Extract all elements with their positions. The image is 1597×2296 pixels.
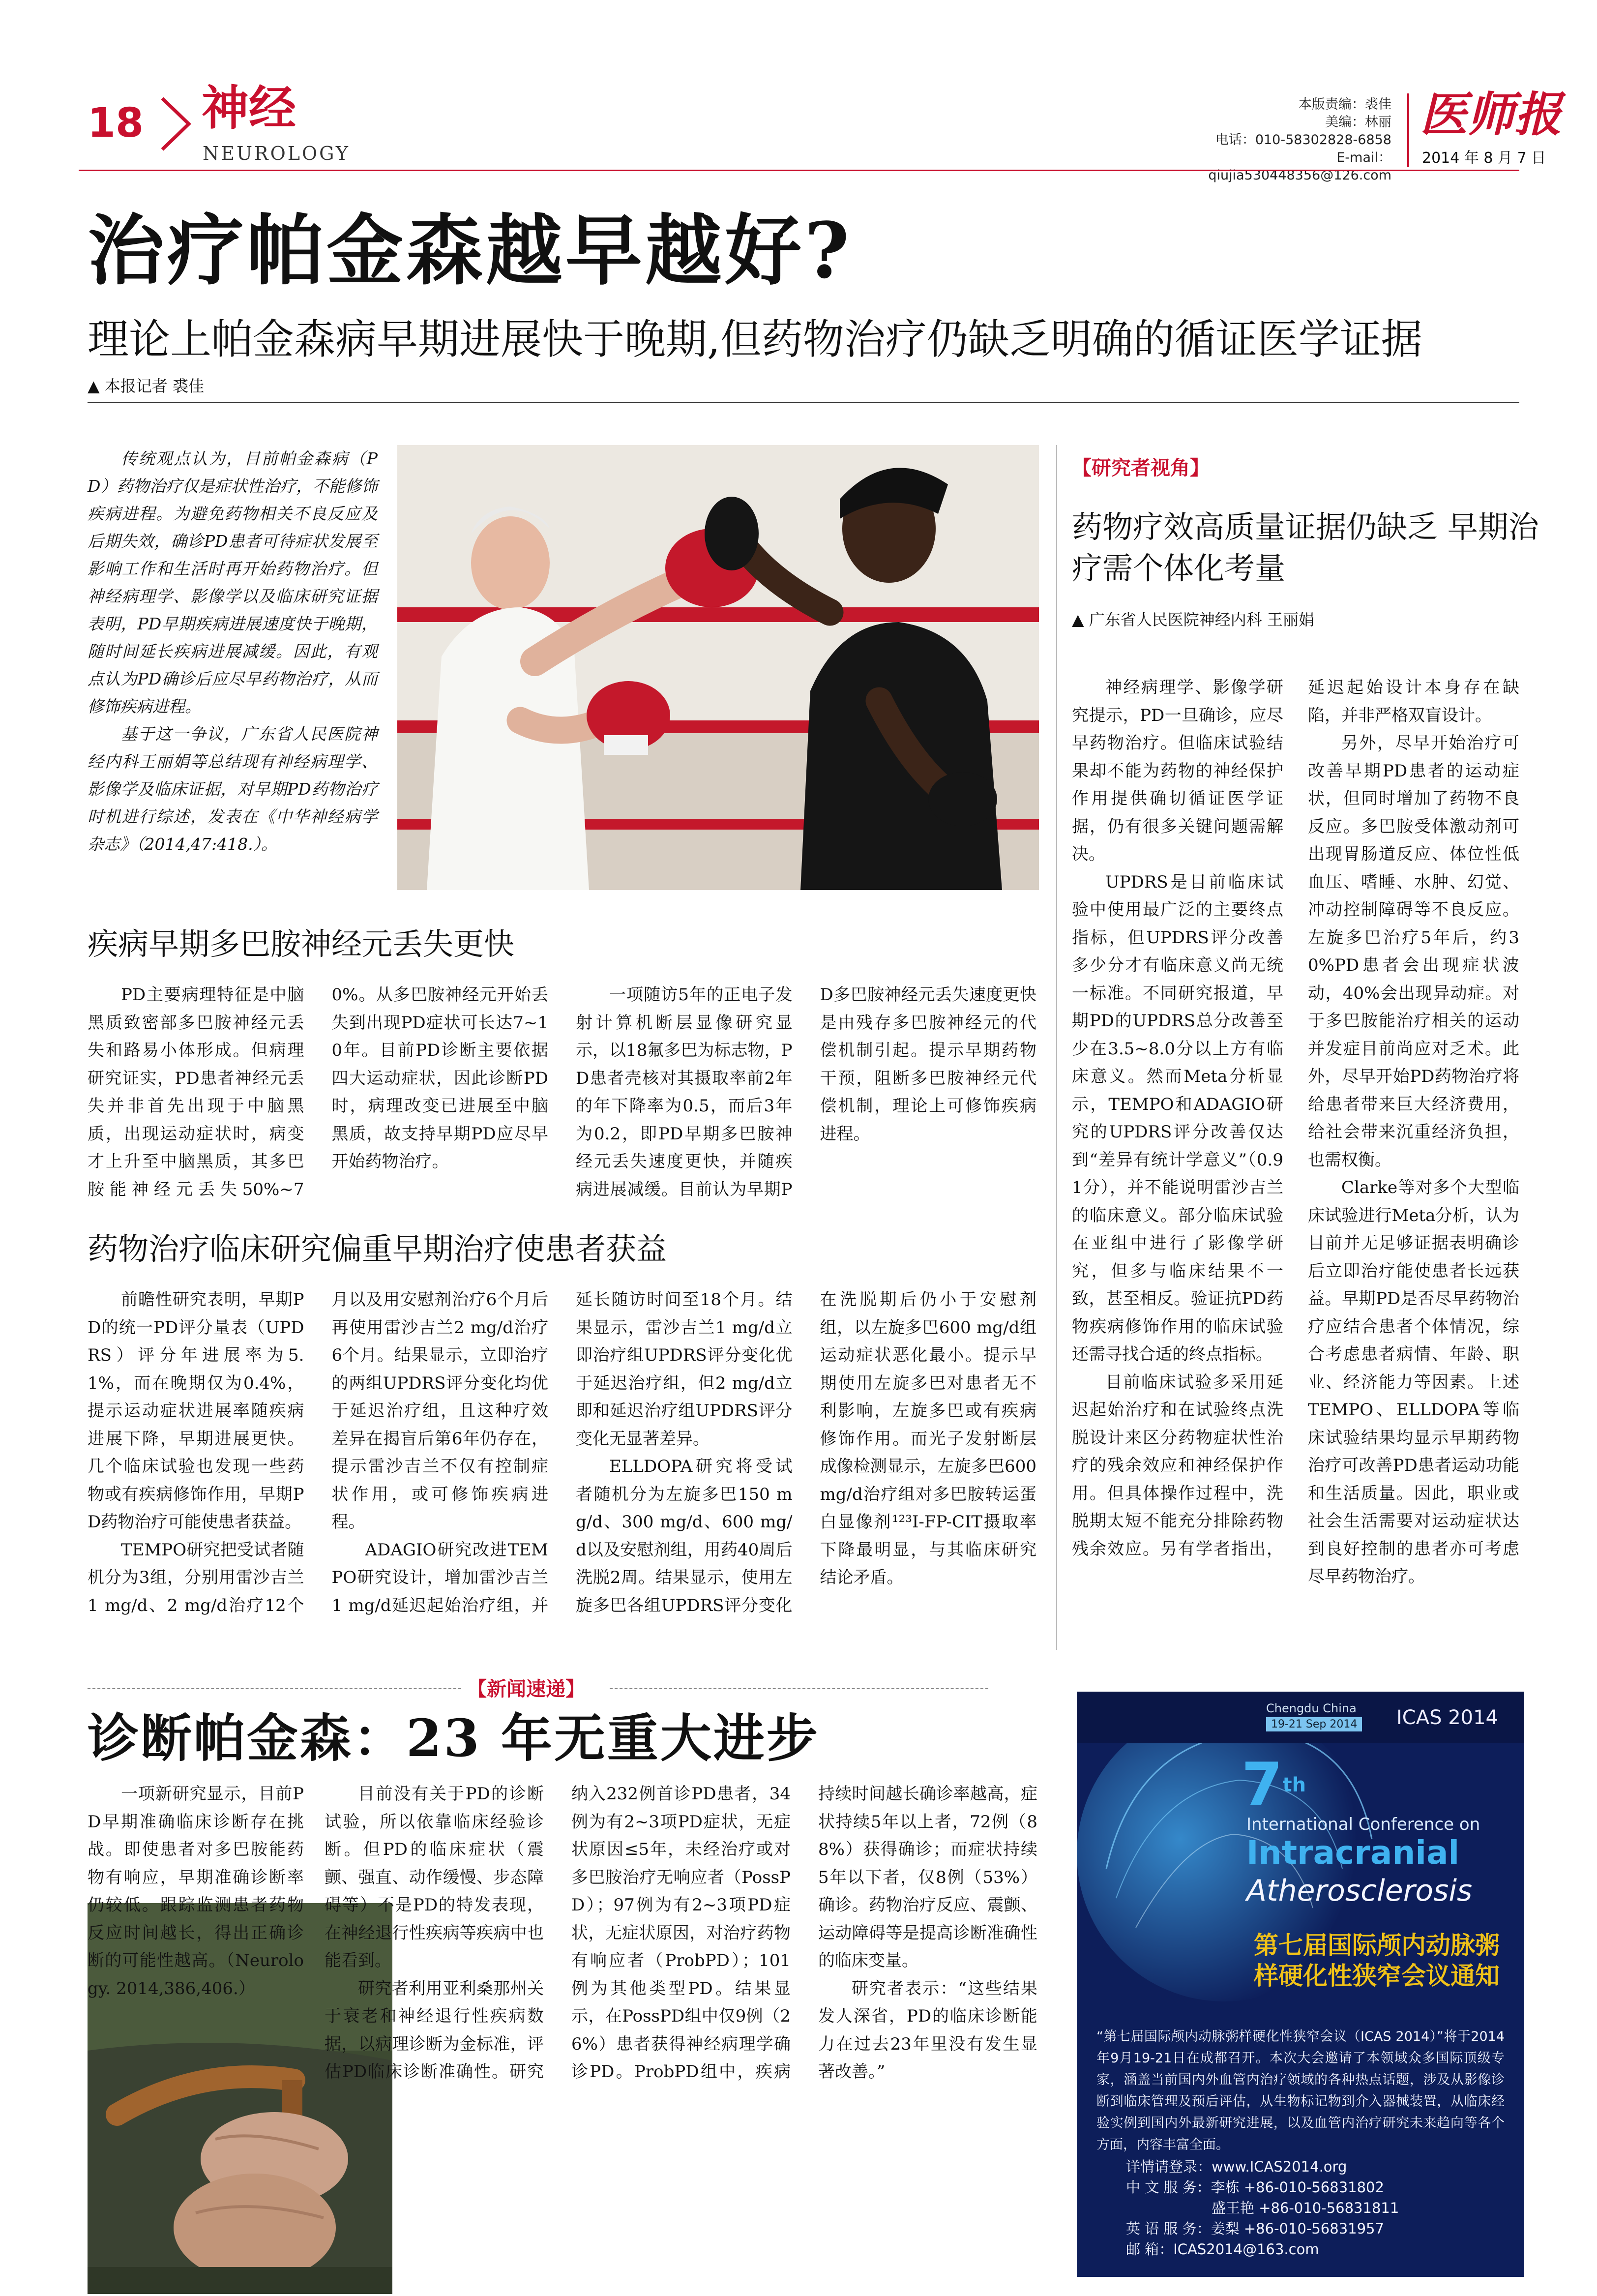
- news-tag: 【新闻速递】: [467, 1678, 585, 1700]
- sidebar-paragraph: 另外，尽早开始治疗可改善早期PD患者的运动症状，但同时增加了药物不良反应。多巴胺受体激动剂可出现胃肠道反应、体位性低血压、嗜睡、水肿、幻觉、冲动控制障碍等不良反应。左旋多巴治疗5年后，约30%PD患者会出现症状波动，40%会出现异动症。对于多巴胺能治疗相关的运动并发症目前尚应对乏术。此外，尽早开始PD药物治疗将给患者带来巨大经济费用，给社会带来沉重经济负担，也需权衡。: [1308, 733, 1519, 1170]
- news-body: [325, 1780, 1037, 2287]
- byline: ▲ 本报记者 裘佳: [88, 377, 204, 395]
- ad-cn-title-line2: 样硬化性狭窄会议通知: [1254, 1962, 1500, 1990]
- ad-contact-label: 英 语 服 务：: [1126, 2220, 1211, 2237]
- ad-location: Chengdu China: [1266, 1701, 1357, 1715]
- intro-column: [88, 445, 378, 897]
- news-rule-right: [610, 1688, 988, 1689]
- main-headline: 治疗帕金森越早越好?: [88, 206, 853, 296]
- designer-name: 美编：林丽: [1325, 115, 1391, 130]
- ad-contact-label: 中 文 服 务：: [1126, 2179, 1211, 2196]
- ad-number: [1242, 1751, 1306, 1819]
- section-title: 神经: [202, 81, 296, 136]
- ad-number-digit: 7: [1242, 1751, 1283, 1819]
- sidebar-tag: 【研究者视角】: [1072, 457, 1210, 479]
- section2-paragraph: 前瞻性研究表明，早期PD的统一PD评分量表（UPDRS）评分年进展率为5.1%，而在晚期仅为0.4%，提示运动症状进展率随疾病进展下降，早期进展更快。几个临床试验也发现一些药物或有疾病修饰作用，早期PD药物治疗可能使患者获益。: [88, 1290, 304, 1532]
- headline-rule: [88, 402, 1519, 403]
- masthead: 医师报: [1420, 87, 1562, 142]
- section2-paragraph: ELLDOPA研究将受试者随机分为左旋多巴150 mg/d、300 mg/d、600 mg/d以及安慰剂组，用药40周后洗脱2周。结果显示，使用左旋多巴各组UPDRS评分变化在洗脱期后仍小于安慰剂组，以左旋多巴600 mg/d组运动症状恶化最小。提示早期使用左旋多巴对患者无不利影响，左旋多巴或有疾病修饰作用。而光子发射断层成像检测显示，左旋多巴600 mg/d治疗组对多巴胺转运蛋白显像剂¹²³I-FP-CIT摄取率下降最明显，与其临床研究结论矛盾。: [576, 1290, 1036, 1615]
- ad-contact-email[interactable]: ICAS2014@163.com: [1173, 2241, 1319, 2258]
- ad-contact-value: 姜梨 +86-010-56831957: [1211, 2220, 1384, 2237]
- ad-contact-row: [1126, 2198, 1509, 2218]
- issue-date: 2014 年 8 月 7 日: [1422, 149, 1546, 167]
- ad-number-ordinal: th: [1282, 1774, 1306, 1796]
- news-heading: 诊断帕金森：23 年无重大进步: [88, 1708, 820, 1768]
- ad-contact-label: 邮 箱：: [1126, 2241, 1174, 2258]
- section-subtitle: NEUROLOGY: [203, 143, 350, 164]
- ad-cn-title-line1: 第七届国际颅内动脉粥: [1254, 1931, 1500, 1960]
- ad-contact-value: 李栋 +86-010-56831802: [1211, 2179, 1384, 2196]
- section2-paragraph: TEMPO研究把受试者随机分为3组，分别用雷沙吉兰1 mg/d、2 mg/d治疗12个月以及用安慰剂治疗6个月后再使用雷沙吉兰2 mg/d治疗6个月。结果显示，立即治疗的两组UPDRS评分变化均优于延迟治疗组，且这种疗效差异在揭盲后第6年仍存在，提示雷沙吉兰不仅有控制症状作用，或可修饰疾病进程。: [88, 1290, 548, 1615]
- ad-conference-line: International Conference on: [1246, 1815, 1480, 1834]
- news-paragraph: 研究者表示：“这些结果发人深省，PD的临床诊断能力在过去23年里没有发生显著改善。”: [818, 1978, 1037, 2082]
- section1-body: [88, 981, 1036, 1232]
- ad-contact-row: [1126, 2177, 1509, 2198]
- main-subheadline: 理论上帕金森病早期进展快于晚期,但药物治疗仍缺乏明确的循证医学证据: [88, 315, 1422, 363]
- icas-ad: [1077, 1692, 1524, 2277]
- ad-title-line2: Atherosclerosis: [1246, 1874, 1473, 1908]
- header-rule: [79, 170, 1519, 171]
- editor-name: 本版责编：裘佳: [1299, 97, 1391, 112]
- phone: 电话：010-58302828-6858: [1215, 132, 1391, 148]
- ad-contact-label: 详情请登录：: [1126, 2158, 1212, 2175]
- chevron-right-icon: [156, 94, 196, 153]
- sidebar-divider: [1056, 445, 1057, 1650]
- ad-title-line1: Intracranial: [1246, 1834, 1460, 1872]
- sidebar-paragraph: Clarke等对多个大型临床试验进行Meta分析，认为目前并无足够证据表明确诊后立即治疗能使患者长远获益。早期PD是否尽早药物治疗应结合患者个体情况，综合考虑患者病情、年龄、职业、经济能力等因素。上述TEMPO、ELLDOPA等临床试验结果均显示早期药物治疗可改善PD患者运动功能和生活质量。因此，职业或社会生活需要对运动症状达到良好控制的患者亦可考虑尽早药物治疗。: [1308, 1178, 1519, 1586]
- intro-paragraph: 传统观点认为，目前帕金森病（PD）药物治疗仅是症状性治疗，不能修饰疾病进程。为避免药物相关不良反应及后期失效，确诊PD患者可待症状发展至影响工作和生活时再开始药物治疗。但神经病理学、影像学以及临床研究证据表明，PD早期疾病进展速度快于晚期，随时间延长疾病进展减缓。因此，有观点认为PD确诊后应尽早药物治疗，从而修饰疾病进程。: [88, 449, 378, 716]
- email: E-mail：qiujia530448356@126.com: [1208, 150, 1391, 183]
- ad-contact-row: [1126, 2156, 1509, 2177]
- news-paragraph: 研究者利用亚利桑那州关于衰老和神经退行性疾病数据，以病理诊断为金标准，评估PD临床诊断准确性。研究纳入232例首诊PD患者，34例为有2~3项PD症状，无症状原因≤5年，未经治疗或对多巴胺治疗无响应者（PossPD）；97例为有2~3项PD症状，无症状原因，对治疗药物有响应者（ProbPD）；101例为其他类型PD。结果显示，在PossPD组中仅9例（26%）患者获得神经病理学确诊PD。ProbPD组中，疾病持续时间越长确诊率越高，症状持续5年以上者，72例（88%）获得确诊；而症状持续5年以下者，仅8例（53%）确诊。药物治疗反应、震颤、运动障碍等是提高诊断准确性的临床变量。: [325, 1784, 1037, 2082]
- page-number: 18: [88, 100, 144, 147]
- section2-paragraph: ADAGIO研究改进TEMPO研究设计，增加雷沙吉兰1 mg/d延迟起始治疗组，并延长随访时间至18个月。结果显示，雷沙吉兰1 mg/d立即治疗组UPDRS评分变化优于延迟治疗组，但2 mg/d立即和延迟治疗组UPDRS评分变化无显著差异。: [331, 1290, 793, 1615]
- news-paragraph: 目前没有关于PD的诊断试验，所以依靠临床经验诊断。但PD的临床症状（震颤、强直、动作缓慢、步态障碍等）不是PD的特发表现，在神经退行性疾病等疾病中也能看到。: [325, 1784, 544, 1970]
- section1-paragraph: 一项随访5年的正电子发射计算机断层显像研究显示，以18氟多巴为标志物，PD患者壳核对其摄取率前2年的年下降率为0.5，而后3年为0.2，即PD早期多巴胺神经元丢失速度更快，并随疾病进展减缓。目前认为早期PD多巴胺神经元丢失速度更快是由残存多巴胺神经元的代偿机制引起。提示早期药物干预，阻断多巴胺神经元代偿机制，理论上可修饰疾病进程。: [576, 985, 1036, 1199]
- masthead-divider: [1407, 93, 1409, 167]
- sidebar-paragraph: 目前临床试验多采用延迟起始治疗和在试验终点洗脱设计来区分药物症状性治疗的残余效应和神经保护作用。但具体操作过程中，洗脱期太短不能充分排除药物残余效应。另有学者指出，延迟起始设计本身存在缺陷，并非严格双盲设计。: [1072, 678, 1519, 1559]
- sidebar-byline: ▲ 广东省人民医院神经内科 王丽娟: [1072, 610, 1314, 629]
- ad-contacts: [1126, 2156, 1509, 2260]
- boxing-photo: [397, 445, 1039, 890]
- ad-cn-title: [1254, 1930, 1500, 1991]
- sidebar-paragraph: UPDRS是目前临床试验中使用最广泛的主要终点指标，但UPDRS评分改善多少分才有临床意义尚无统一标准。不同研究报道，早期PD的UPDRS总分改善至少在3.5~8.0分以上方有临床意义。然而Meta分析显示，TEMPO和ADAGIO研究的UPDRS评分改善仅达到“差异有统计学意义”（0.91分），并不能说明雷沙吉兰的临床意义。部分临床试验在亚组中进行了影像学研究，但多与临床结果不一致，甚至相反。验证抗PD药物疾病修饰作用的临床试验还需寻找合适的终点指标。: [1072, 872, 1283, 1364]
- section1-heading: 疾病早期多巴胺神经元丢失更快: [88, 926, 515, 962]
- ad-body: “第七届国际颅内动脉粥样硬化性狭窄会议（ICAS 2014）”将于2014年9月19-21日在成都召开。本次大会邀请了本领域众多国际顶级专家，涵盖当前国内外血管内治疗领域的各种热点话题，涉及从影像诊断到临床管理及预后评估，从生物标记物到介入器械装置，从临床经验实例到国内外最新研究进展，以及血管内治疗研究未来趋向等各个方面，内容丰富全面。: [1096, 2029, 1505, 2152]
- ad-contact-row: [1126, 2239, 1509, 2260]
- intro-paragraph: 基于这一争议，广东省人民医院神经内科王丽娟等总结现有神经病理学、影像学及临床证据，对早期PD药物治疗时机进行综述，发表在《中华神经病学杂志》（2014,47:418.）。: [88, 724, 378, 854]
- ad-contact-website[interactable]: www.ICAS2014.org: [1212, 2158, 1347, 2175]
- section1-paragraph: PD主要病理特征是中脑黑质致密部多巴胺神经元丢失和路易小体形成。但病理研究证实，PD患者神经元丢失并非首先出现于中脑黑质，出现运动症状时，病变才上升至中脑黑质，其多巴胺能神经元丢失50%~70%。从多巴胺神经元开始丢失到出现PD症状可长达7~10年。目前PD诊断主要依据四大运动症状，因此诊断PD时，病理改变已进展至中脑黑质，故支持早期PD应尽早开始药物治疗。: [88, 985, 548, 1199]
- section2-heading: 药物治疗临床研究偏重早期治疗使患者获益: [88, 1231, 667, 1267]
- ad-contact-value: 盛王艳 +86-010-56831811: [1212, 2200, 1399, 2216]
- ad-brand: ICAS 2014: [1396, 1706, 1498, 1729]
- ad-contact-row: [1126, 2218, 1509, 2239]
- ad-dates: 19-21 Sep 2014: [1266, 1717, 1362, 1731]
- sidebar-body: [1072, 674, 1519, 1650]
- news-rule-left: [88, 1688, 461, 1689]
- sidebar-paragraph: 神经病理学、影像学研究提示，PD一旦确诊，应尽早药物治疗。但临床试验结果却不能为药物的神经保护作用提供确切循证医学证据，仍有很多关键问题需解决。: [1072, 678, 1283, 864]
- section2-body: [88, 1286, 1036, 1650]
- sidebar-heading: 药物疗效高质量证据仍缺乏 早期治疗需个体化考量: [1072, 509, 1539, 586]
- editor-info: [1170, 96, 1391, 184]
- news-lead-paragraph: 一项新研究显示，目前PD早期准确临床诊断存在挑战。即使患者对多巴胺能药物有响应，早期准确诊断率仍较低。跟踪监测患者药物反应时间越长，得出正确诊断的可能性越高。（Neurology. 2014,386,406.）: [88, 1784, 304, 1998]
- news-lead-column: [88, 1780, 304, 1998]
